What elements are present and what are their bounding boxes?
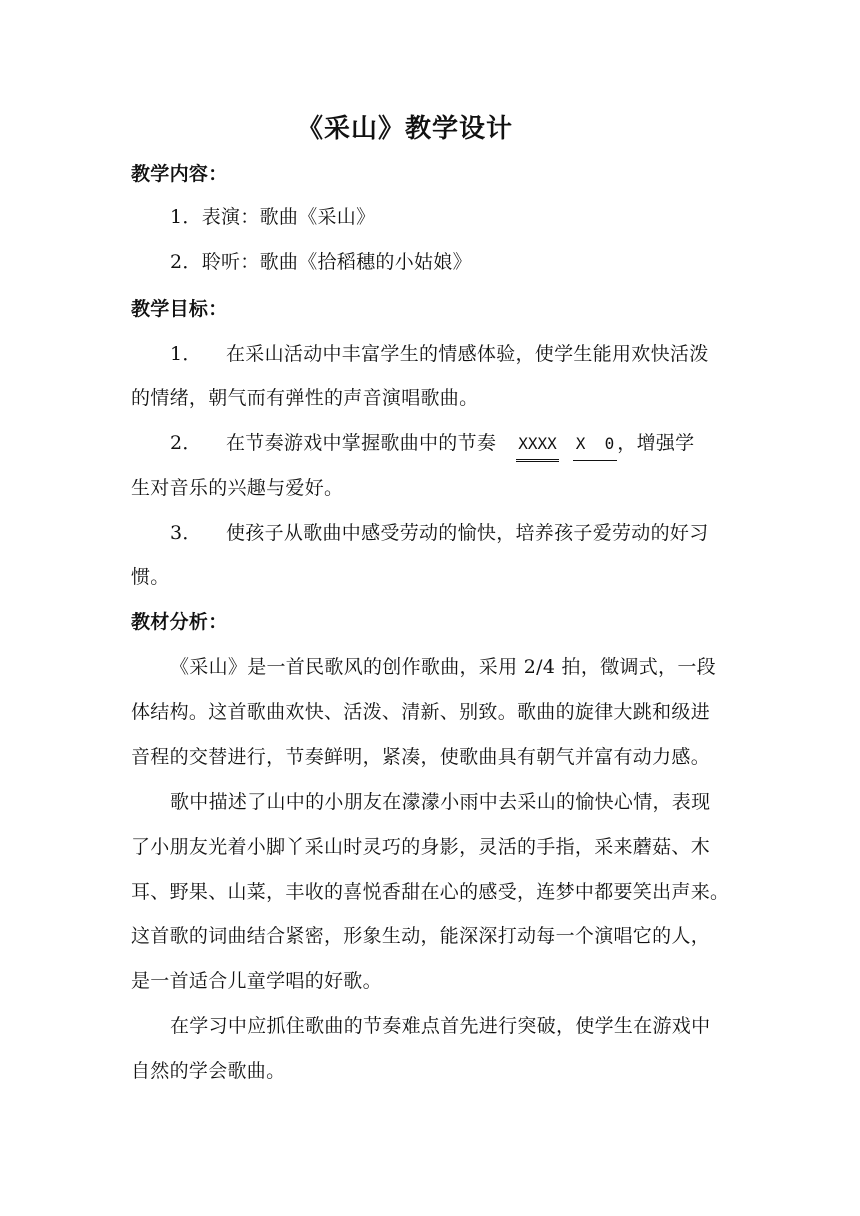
goal-3-number: 3． <box>170 522 202 544</box>
analysis-line: 了小朋友光着小脚丫采山时灵巧的身影，灵活的手指，采来蘑菇、木 <box>131 836 711 858</box>
goal-1-line-2: 的情绪，朝气而有弹性的声音演唱歌曲。 <box>131 387 479 409</box>
analysis-line: 音程的交替进行，节奏鲜明，紧凑，使歌曲具有朝气并富有动力感。 <box>131 746 711 768</box>
goal-1-line-1 <box>170 340 770 368</box>
content-item-2: 2．聆听：歌曲《拾稻穗的小姑娘》 <box>170 251 472 273</box>
analysis-line: 是一首适合儿童学唱的好歌。 <box>131 970 382 992</box>
goal-3-text: 使孩子从歌曲中感受劳动的愉快，培养孩子爱劳动的好习 <box>226 522 709 544</box>
section-heading-goals: 教学目标： <box>131 298 228 320</box>
analysis-line: 《采山》是一首民歌风的创作歌曲，采用 2/4 拍，徵调式，一段 <box>170 656 716 678</box>
analysis-line: 耳、野果、山菜，丰收的喜悦香甜在心的感受，连梦中都要笑出声来。 <box>131 881 730 903</box>
goal-1-number: 1． <box>170 343 202 365</box>
section-heading-analysis: 教材分析： <box>131 611 228 633</box>
goal-3-line-1 <box>170 519 770 547</box>
goal-2-text: 在节奏游戏中掌握歌曲中的节奏 <box>226 432 497 454</box>
goal-2-tail: ，增强学 <box>617 432 695 454</box>
analysis-line: 自然的学会歌曲。 <box>131 1060 286 1082</box>
content-item-1: 1．表演：歌曲《采山》 <box>170 206 376 228</box>
analysis-line: 在学习中应抓住歌曲的节奏难点首先进行突破，使学生在游戏中 <box>170 1015 711 1037</box>
analysis-line: 歌中描述了山中的小朋友在濛濛小雨中去采山的愉快心情，表现 <box>170 791 711 813</box>
goal-2-line-1 <box>170 429 770 462</box>
analysis-line: 体结构。这首歌曲欢快、活泼、清新、别致。歌曲的旋律大跳和级进 <box>131 701 711 723</box>
rhythm-notation-xxxx: XXXX <box>516 430 559 462</box>
section-heading-content: 教学内容： <box>131 163 228 185</box>
goal-3-line-2: 惯。 <box>131 566 170 588</box>
analysis-line: 这首歌的词曲结合紧密，形象生动，能深深打动每一个演唱它的人， <box>131 925 711 947</box>
goal-2-line-2: 生对音乐的兴趣与爱好。 <box>131 477 344 499</box>
rhythm-notation-x0: X 0 <box>573 430 618 461</box>
document-title: 《采山》教学设计 <box>296 114 513 144</box>
goal-2-number: 2． <box>170 432 202 454</box>
goal-1-text: 在采山活动中丰富学生的情感体验，使学生能用欢快活泼 <box>226 343 709 365</box>
